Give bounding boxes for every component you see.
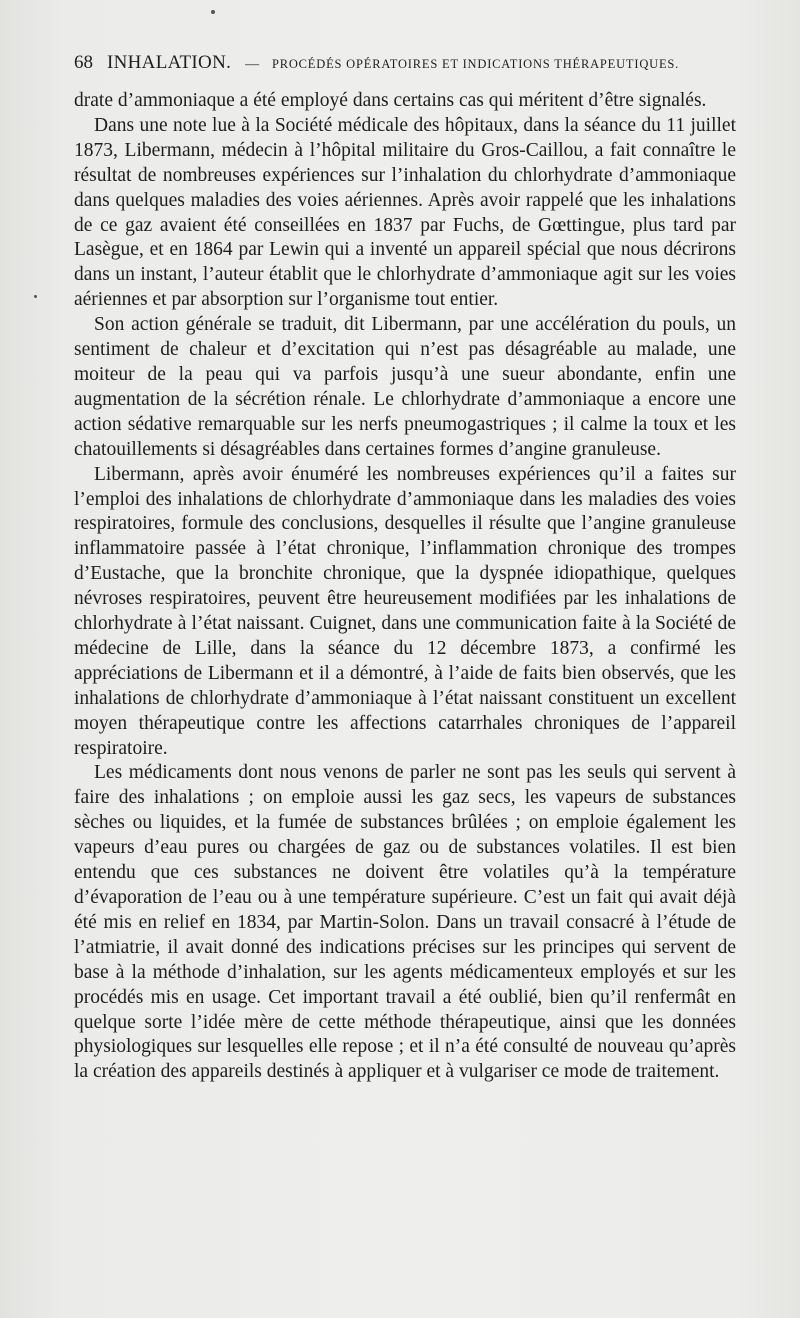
running-title: INHALATION. bbox=[107, 52, 232, 73]
body-text bbox=[74, 89, 736, 1085]
paragraph-medications: Les médicaments dont nous venons de parler ne sont pas les seuls qui servent à faire des inhalations ; on emploie aussi les gaz secs, les vapeurs de substances sèches ou liquides, et la fumée de substances brûlées ; on emploie également les vapeurs d’eau pures ou chargées de gaz ou de substances volatiles. Il est bien entendu que ces substances ne doivent être volatiles qu’à la température d’évaporation de l’eau ou à une température supérieure. C’est un fait qui avait déjà été mis en relief en 1834, par Martin-Solon. Dans un travail consacré à l’étude de l’atmiatrie, il avait donné des indications précises sur les principes qui servent de base à la méthode d’inhalation, sur les agents médicamenteux employés et sur les procédés mis en usage. Cet important travail a été oublié, bien qu’il renfermât en quelque sorte l’idée mère de cette méthode thérapeutique, ainsi que les données physiologiques sur lesquelles elle repose ; et il n’a été consulté de nouveau qu’après la création des appareils destinés à appliquer et à vulgariser ce mode de traitement. bbox=[74, 762, 736, 1083]
paragraph-libermann-note: Dans une note lue à la Société médicale des hôpitaux, dans la séance du 11 juillet 1873, Libermann, médecin à l’hôpital militaire du Gros-Caillou, a fait connaître le résultat de nombreuses expériences sur l’inhalation du chlorhydrate d’ammoniaque dans quelques maladies des voies aériennes. Après avoir rappelé que les inhalations de ce gaz avaient été conseillées en 1837 par Fuchs, de Gœttingue, plus tard par Lasègue, et en 1864 par Lewin qui a inventé un appareil spécial que nous décrirons dans un instant, l’auteur établit que le chlorhydrate d’ammoniaque agit sur les voies aériennes et par absorption sur l’organisme tout entier. bbox=[74, 114, 736, 311]
paragraph-continued: drate d’ammoniaque a été employé dans certains cas qui méritent d’être signalés. bbox=[74, 90, 707, 111]
print-speck bbox=[34, 295, 37, 298]
running-header bbox=[74, 52, 736, 78]
running-subtitle: PROCÉDÉS OPÉRATOIRES ET INDICATIONS THÉRAPEUTIQUES. bbox=[271, 57, 680, 71]
paragraph-conclusions: Libermann, après avoir énuméré les nombreuses expériences qu’il a faites sur l’emploi des inhalations de chlorhydrate d’ammoniaque dans les maladies des voies respiratoires, formule des conclusions, desquelles il résulte que l’angine granuleuse inflammatoire passée à l’état chronique, l’inflammation chronique des trompes d’Eustache, que la bronchite chronique, que la dyspnée idiopathique, quelques névroses respiratoires, peuvent être heureusement modifiées par les inhalations de chlorhydrate à l’état naissant. Cuignet, dans une communication faite à la Société de médecine de Lille, dans la séance du 12 décembre 1873, a confirmé les appréciations de Libermann et il a démontré, à l’aide de faits bien observés, que les inhalations de chlorhydrate d’ammoniaque à l’état naissant constituent un excellent moyen thérapeutique contre les affections catarrhales chroniques de l’appareil respiratoire. bbox=[74, 463, 736, 759]
header-separator: — bbox=[245, 57, 260, 72]
page-number: 68 bbox=[74, 52, 93, 73]
print-speck bbox=[211, 10, 215, 14]
paragraph-general-action: Son action générale se traduit, dit Libermann, par une accélération du pouls, un sentiment de chaleur et d’excitation qui n’est pas désagréable au malade, une moiteur de la peau qui va parfois jusqu’à une sueur abondante, enfin une augmentation de la sécrétion rénale. Le chlorhydrate d’ammoniaque a encore une action sédative remarquable sur les nerfs pneumogastriques ; il calme la toux et les chatouillements si désagréables dans certaines formes d’angine granuleuse. bbox=[74, 314, 736, 460]
